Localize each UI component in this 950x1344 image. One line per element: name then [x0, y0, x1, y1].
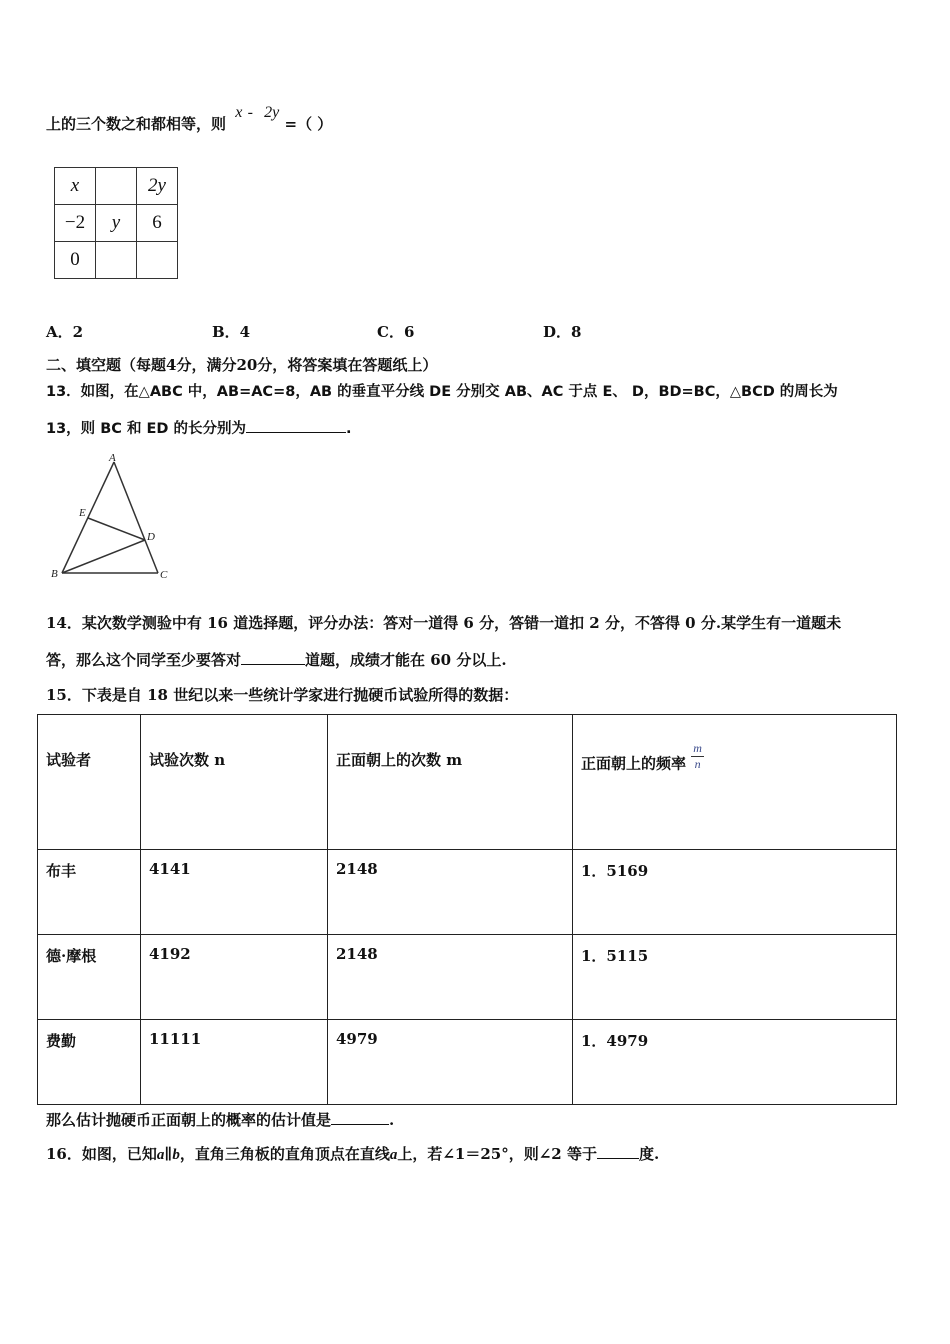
q13-line2-text: 13，则 BC 和 ED 的长分别为	[46, 421, 247, 437]
grid-cell: 6	[137, 205, 178, 242]
grid-cell: x	[55, 168, 96, 205]
header-heads: 正面朝上的次数 m	[328, 715, 573, 850]
q16-part3: 上，若∠1＝25°，则∠2 等于	[397, 1145, 597, 1163]
q16-answer-blank	[597, 1146, 639, 1159]
q12-number-grid	[54, 167, 178, 279]
q12-expr-op: -	[247, 104, 253, 121]
frequency-fraction	[691, 741, 704, 772]
choice-b: B．4	[212, 323, 251, 341]
q13-line2	[46, 417, 352, 438]
q16-stem	[46, 1143, 659, 1164]
label-c: C	[160, 569, 168, 581]
q15-after	[46, 1109, 394, 1130]
cell-tester: 布丰	[38, 850, 141, 935]
section-2-header: 二、填空题（每题4分，满分20分，将答案填在答题纸上）	[46, 356, 438, 374]
label-e: E	[79, 507, 86, 519]
grid-cell	[96, 242, 137, 279]
q13-triangle-figure	[46, 452, 176, 584]
choice-a: A．2	[46, 323, 84, 341]
grid-cell: y	[96, 205, 137, 242]
segment-ed	[88, 518, 145, 540]
cell-frequency: 1．5169	[573, 850, 897, 935]
cell-trials: 4141	[141, 850, 328, 935]
q13-answer-blank	[246, 420, 346, 433]
table-row	[38, 850, 897, 935]
grid-cell: −2	[55, 205, 96, 242]
header-frequency	[573, 715, 897, 850]
table-row	[38, 1020, 897, 1105]
q13-line1: 13．如图，在△ABC 中，AB=AC=8，AB 的垂直平分线 DE 分别交 AB、AC 于点 E、 D，BD=BC，△BCD 的周长为	[46, 384, 838, 400]
q15-after-end: .	[389, 1111, 395, 1129]
q14-line2-text: 答，那么这个同学至少要答对	[46, 651, 242, 669]
choice-d: D．8	[543, 323, 582, 341]
cell-trials: 4192	[141, 935, 328, 1020]
q15-answer-blank	[331, 1112, 389, 1125]
grid-row	[55, 168, 178, 205]
q16-var-a: a	[156, 1147, 165, 1163]
q14-line1: 14．某次数学测验中有 16 道选择题，评分办法：答对一道得 6 分，答错一道扣 2 分，不答得 0 分.某学生有一道题未	[46, 614, 842, 632]
q15-intro: 15．下表是自 18 世纪以来一些统计学家进行抛硬币试验所得的数据：	[46, 686, 519, 704]
q16-parallel: ∥	[164, 1145, 173, 1163]
q12-prefix: 上的三个数之和都相等，则	[46, 115, 227, 133]
q12-suffix: =（ ）	[284, 115, 333, 133]
fraction-numerator: m	[693, 741, 702, 755]
cell-trials: 11111	[141, 1020, 328, 1105]
grid-cell: 2y	[137, 168, 178, 205]
header-frequency-label: 正面朝上的频率	[581, 754, 687, 773]
cell-heads: 2148	[328, 850, 573, 935]
choice-c: C．6	[377, 323, 415, 341]
grid-row	[55, 242, 178, 279]
q16-part1: 16．如图，已知	[46, 1145, 157, 1163]
q15-after-text: 那么估计抛硬币正面朝上的概率的估计值是	[46, 1111, 332, 1129]
label-d: D	[147, 531, 155, 543]
grid-row	[55, 205, 178, 242]
fraction-denominator: n	[694, 757, 701, 771]
cell-heads: 4979	[328, 1020, 573, 1105]
header-tester: 试验者	[38, 715, 141, 850]
grid-cell	[137, 242, 178, 279]
cell-tester: 德·摩根	[38, 935, 141, 1020]
grid-cell	[96, 168, 137, 205]
grid-cell: 0	[55, 242, 96, 279]
q16-var-b: b	[172, 1147, 180, 1163]
q13-line2-end: .	[346, 421, 352, 437]
label-b: B	[51, 568, 58, 580]
header-trials: 试验次数 n	[141, 715, 328, 850]
q14-line2	[46, 649, 507, 670]
q12-stem	[46, 104, 333, 134]
q12-expr-x: x	[235, 104, 243, 121]
table-header-row	[38, 715, 897, 850]
q16-var-a2: a	[389, 1147, 398, 1163]
cell-frequency: 1．4979	[573, 1020, 897, 1105]
label-a: A	[109, 452, 116, 464]
q16-part2: ，直角三角板的直角顶点在直线	[179, 1145, 390, 1163]
q12-expr-2y: 2y	[264, 104, 280, 121]
cell-heads: 2148	[328, 935, 573, 1020]
q16-part4: 度.	[638, 1145, 660, 1163]
side-ac	[114, 462, 158, 573]
table-row	[38, 935, 897, 1020]
side-ab	[62, 462, 114, 573]
cell-frequency: 1．5115	[573, 935, 897, 1020]
q14-line2-end: 道题，成绩才能在 60 分以上.	[305, 651, 507, 669]
cell-tester: 费勤	[38, 1020, 141, 1105]
q14-answer-blank	[241, 652, 305, 665]
coin-toss-table	[37, 714, 897, 1105]
